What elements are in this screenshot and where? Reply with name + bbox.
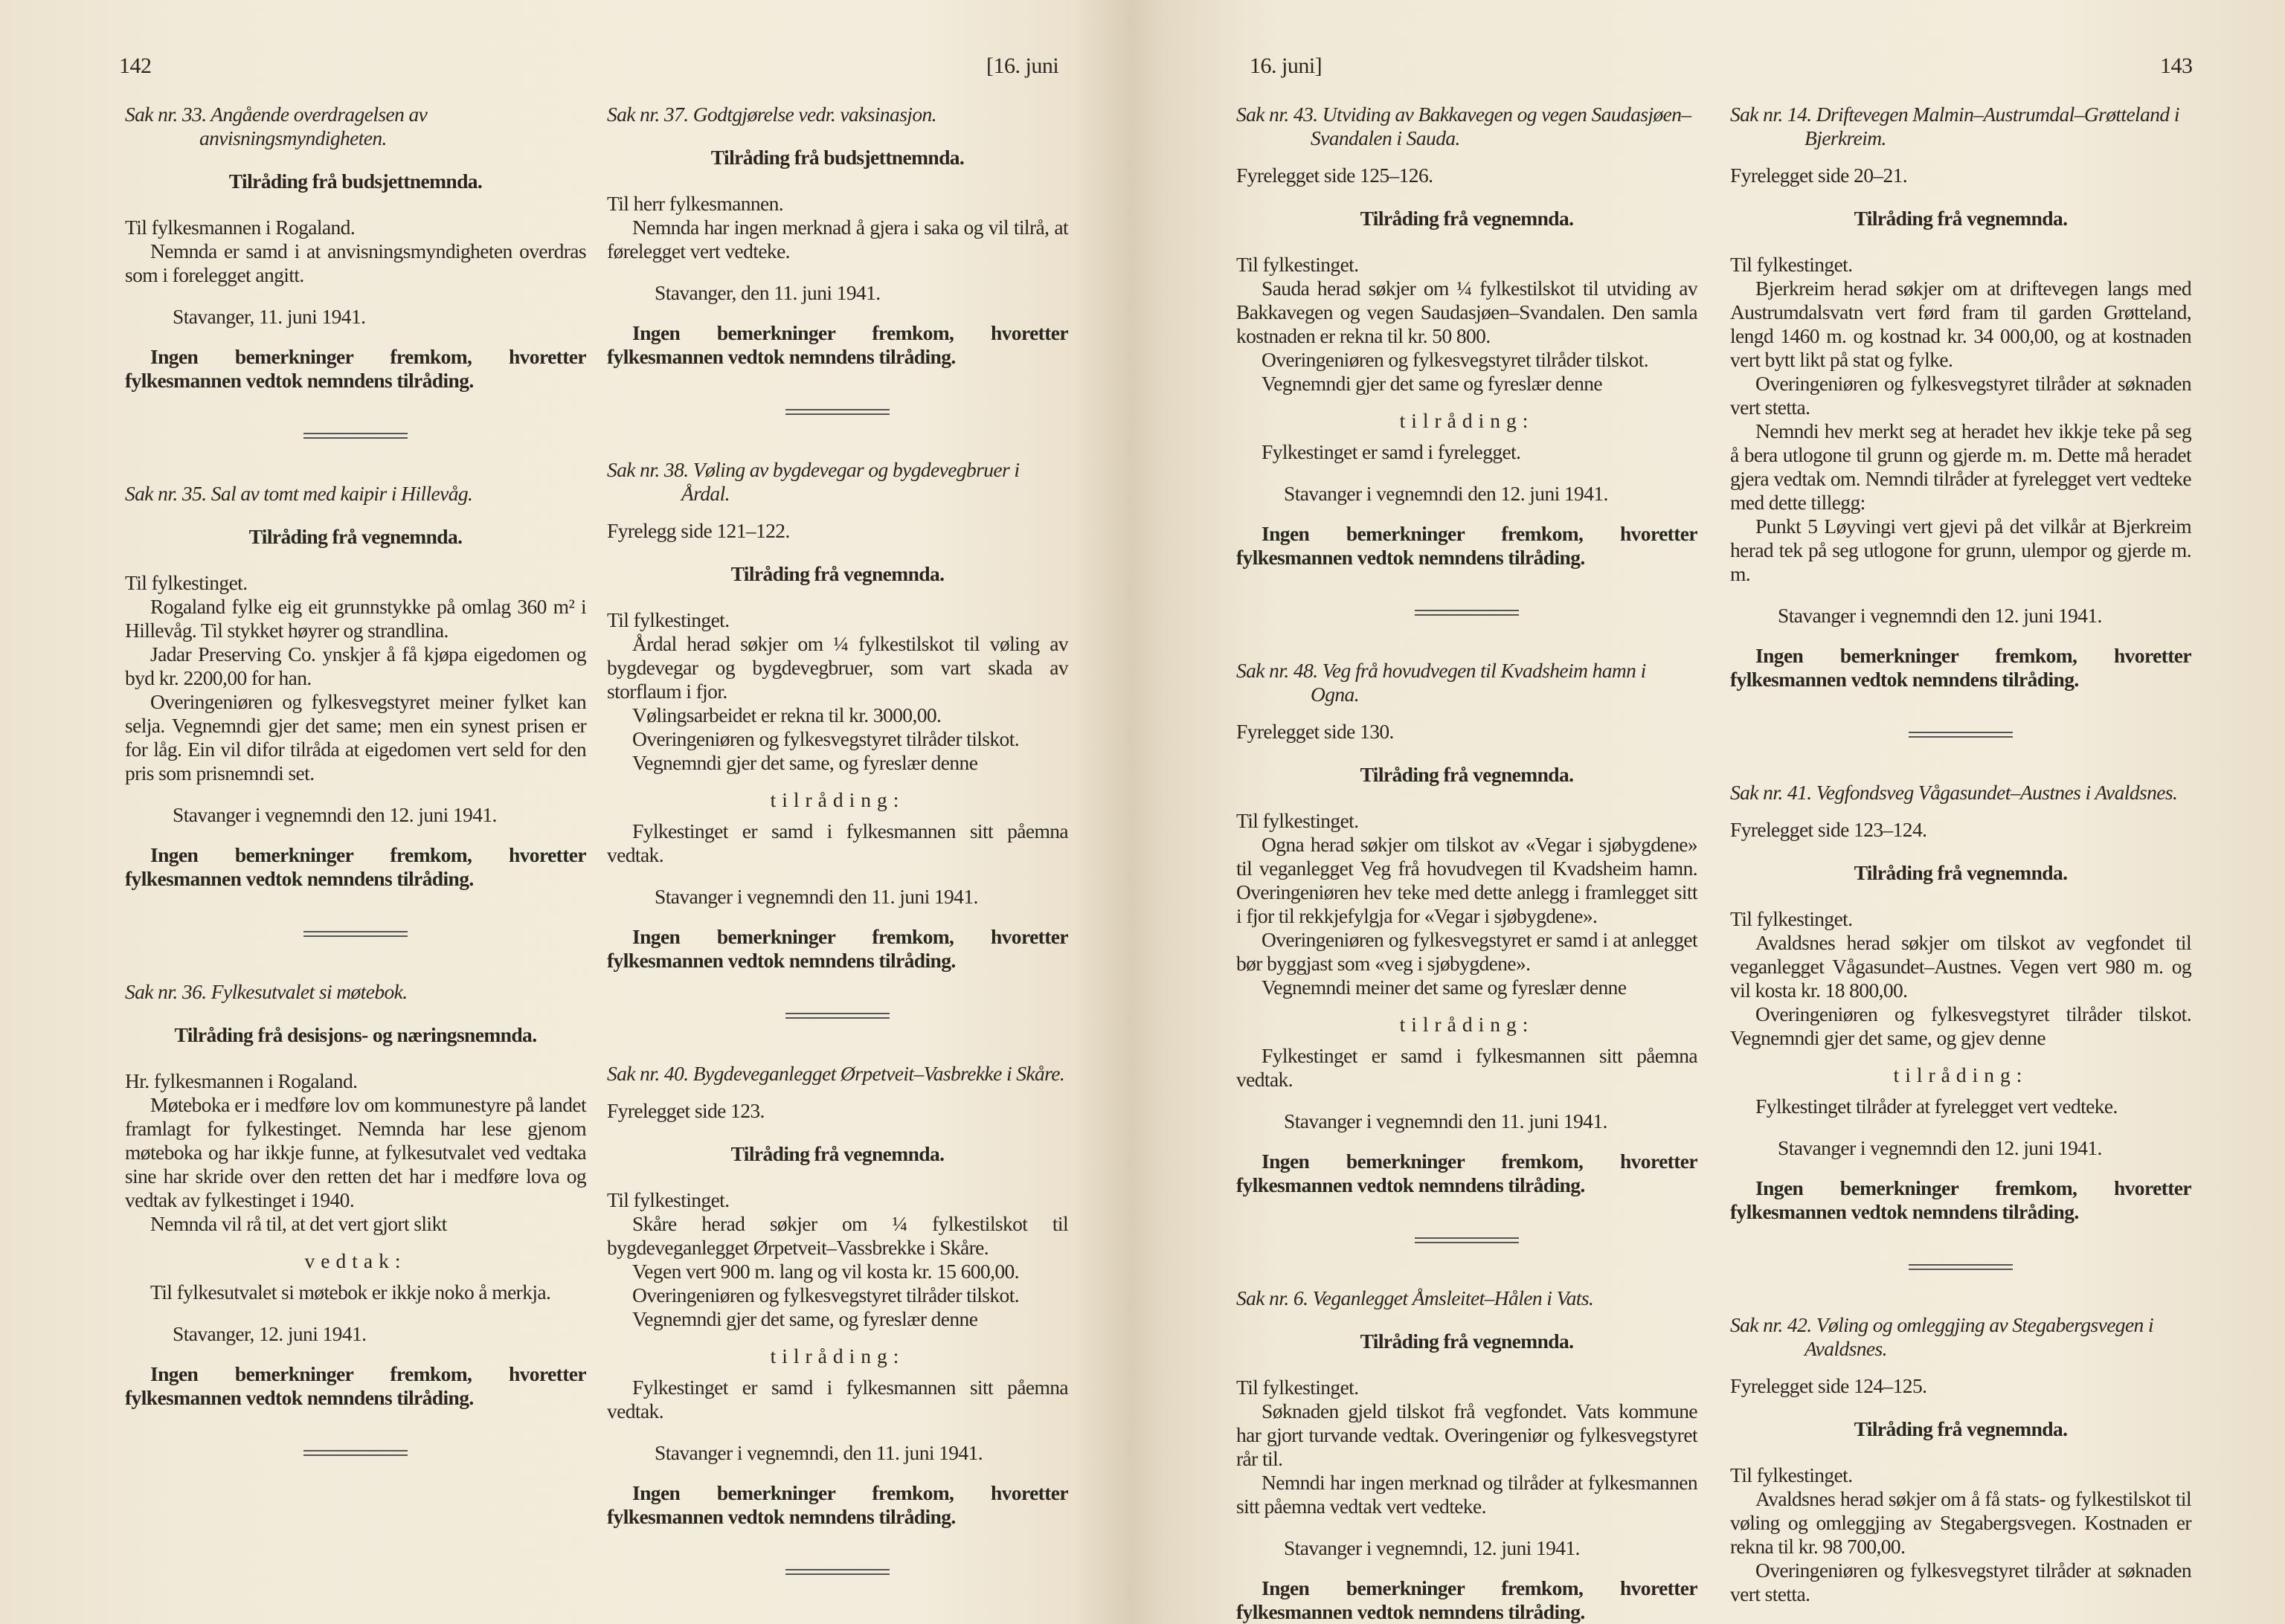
paragraph: Nemnda har ingen merknad å gjera i saka og vil tilrå, at førelegget vert vedteke. (607, 216, 1068, 262)
addressee-line: Til fylkestinget. (607, 608, 730, 631)
paragraph: Vegnemndi meiner det same og fyreslær denne (1262, 976, 1627, 999)
paragraph: Fylkestinget tilråder at fyrelegget vert vedteke. (1755, 1095, 2118, 1118)
paragraph: Overingeniøren og fylkesvegstyret tilråder tilskot. (632, 727, 1020, 750)
conclusion-text: Ingen bemerkninger fremkom, hvoretter fylkesmannen vedtok nemndens tilråding. (1730, 1176, 2191, 1223)
paragraph: Årdal herad søkjer om ¼ fylkestilskot til vøling av bygdevegar og bygdevegbruer, som vart skada av storflaum i fjor. (607, 632, 1068, 703)
conclusion-text: Ingen bemerkninger fremkom, hvoretter fylkesmannen vedtok nemndens tilråding. (607, 925, 1068, 972)
case-title: Sak nr. 40. Bygdeveganlegget Ørpetveit–Vasbrekke i Skåre. (607, 1062, 1065, 1085)
section-heading: Tilråding frå vegnemnda. (1360, 207, 1574, 230)
addressee-line: Fyrelegg side 121–122. (607, 519, 790, 542)
conclusion-text: Ingen bemerkninger fremkom, hvoretter fylkesmannen vedtok nemndens tilråding. (125, 1362, 586, 1409)
column-1 (125, 103, 586, 1499)
date-line: Stavanger i vegnemndi den 12. juni 1941. (1778, 1136, 2102, 1159)
addressee-line: Fyrelegget side 124–125. (1730, 1374, 1927, 1397)
addressee-line: Til fylkestinget. (1730, 907, 1853, 930)
addressee-line: Fyrelegget side 20–21. (1730, 164, 1908, 187)
paragraph: Nemndi har ingen merknad og tilråder at fylkesmannen sitt påemna vedtak vert vedteke. (1236, 1471, 1697, 1518)
section-heading: Tilråding frå vegnemnda. (730, 562, 945, 585)
resolution-label: tilråding: (1893, 1063, 2028, 1086)
double-rule-divider (785, 409, 890, 415)
conclusion-text: Ingen bemerkninger fremkom, hvoretter fylkesmannen vedtok nemndens tilråding. (125, 843, 586, 890)
date-line: Stavanger i vegnemndi, den 11. juni 1941. (655, 1441, 983, 1464)
section-heading: Tilråding frå vegnemnda. (248, 525, 463, 548)
paragraph: Nemnda vil rå til, at det vert gjort slikt (150, 1212, 447, 1235)
paragraph: Vegnemndi gjer det same, og fyreslær denne (632, 1307, 978, 1330)
paragraph: Fylkestinget er samd i fylkesmannen sitt påemna vedtak. (607, 1376, 1068, 1422)
addressee-line: Fyrelegget side 123–124. (1730, 818, 1927, 841)
addressee-line: Til fylkestinget. (1730, 253, 1853, 276)
paragraph: Punkt 5 Løyvingi vert gjevi på det vilkår at Bjerkreim herad tek på seg utlogone for grunn, ulempor og gjerde m. m. (1730, 515, 2191, 585)
right-running-head: 16. juni] (1250, 54, 1323, 78)
date-line: Stavanger i vegnemndi den 12. juni 1941. (173, 803, 497, 826)
paragraph: Ogna herad søkjer om tilskot av «Vegar i sjøbygdene» til veganlegget Veg frå hovudvegen til Kvadsheim hamn. Overingeniøren hev teke med dette anlegg i framlegget sitt i fjor til rekkjefylgja for «Vegar i sjøbygdene». (1236, 833, 1697, 927)
date-line: Stavanger, den 11. juni 1941. (655, 281, 881, 304)
section-heading: Tilråding frå budsjettnemnda. (710, 146, 965, 169)
column-4 (1730, 103, 2191, 1606)
date-line: Stavanger i vegnemndi, 12. juni 1941. (1284, 1536, 1580, 1559)
case-title: Sak nr. 42. Vøling og omleggjing av Stegabergsvegen i Avaldsnes. (1730, 1313, 2154, 1360)
double-rule-divider (303, 931, 408, 937)
paragraph: Overingeniøren og fylkesvegstyret er samd i at anlegget bør byggjast som «veg i sjøbygdene». (1236, 928, 1697, 975)
paragraph: Jadar Preserving Co. ynskjer å få kjøpa eigedomen og byd kr. 2200,00 for han. (125, 642, 586, 689)
section-heading: Tilråding frå vegnemnda. (1854, 1417, 2068, 1440)
case-title: Sak nr. 33. Angående overdragelsen av anvisningsmyndigheten. (125, 103, 428, 149)
double-rule-divider (303, 433, 408, 439)
paragraph: Møteboka er i medføre lov om kommunestyre på landet framlagt for fylkestinget. Nemnda har lese gjenom møteboka og har ikkje funne, at fylkesutvalet ved vedtaka sine har skride over den retten det har i medføre lova og vedtak av fylkestinget i 1940. (125, 1093, 586, 1211)
case-title: Sak nr. 35. Sal av tomt med kaipir i Hillevåg. (125, 482, 473, 505)
left-running-head: [16. juni (986, 54, 1059, 78)
date-line: Stavanger i vegnemndi den 12. juni 1941. (1778, 604, 2102, 627)
paragraph: Til fylkesutvalet si møtebok er ikkje noko å merkja. (150, 1280, 551, 1304)
paragraph: Vegnemndi gjer det same, og fyreslær denne (632, 751, 978, 774)
paragraph: Overingeniøren og fylkesvegstyret tilråder at søknaden vert stetta. (1730, 372, 2191, 419)
paragraph: Bjerkreim herad søkjer om at driftevegen langs med Austrumdalsvatn vert førd fram til garden Grøtteland, lengd 1460 m. og kostnad kr. 34 000,00, og at kostnaden vert bytt likt på stat og fylke. (1730, 277, 2191, 371)
paragraph: Overingeniøren og fylkesvegstyret tilråder tilskot. (632, 1283, 1020, 1306)
case-title: Sak nr. 38. Vøling av bygdevegar og bygdevegbruer i Årdal. (607, 458, 1020, 505)
conclusion-text: Ingen bemerkninger fremkom, hvoretter fylkesmannen vedtok nemndens tilråding. (1236, 1576, 1697, 1623)
column-2 (607, 103, 1068, 1618)
addressee-line: Til fylkestinget. (1236, 809, 1359, 832)
double-rule-divider (1415, 1237, 1519, 1243)
paragraph: Vølingsarbeidet er rekna til kr. 3000,00. (632, 703, 942, 726)
date-line: Stavanger i vegnemndi den 11. juni 1941. (655, 885, 978, 908)
resolution-label: tilråding: (770, 1344, 905, 1367)
date-line: Stavanger, 11. juni 1941. (173, 305, 366, 328)
conclusion-text: Ingen bemerkninger fremkom, hvoretter fylkesmannen vedtok nemndens tilråding. (1236, 1150, 1697, 1196)
left-page-number: 142 (119, 54, 152, 78)
case-title: Sak nr. 41. Vegfondsveg Vågasundet–Austnes i Avaldsnes. (1730, 781, 2178, 804)
addressee-line: Til fylkestinget. (1236, 253, 1359, 276)
date-line: Stavanger i vegnemndi den 11. juni 1941. (1284, 1109, 1607, 1132)
paragraph: Sauda herad søkjer om ¼ fylkestilskot til utviding av Bakkavegen og vegen Saudasjøen–Svandalen. Den samla kostnaden er rekna til kr. 50 800. (1236, 277, 1697, 347)
case-title: Sak nr. 6. Veganlegget Åmsleitet–Hålen i Vats. (1236, 1286, 1594, 1309)
addressee-line: Til fylkestinget. (125, 571, 248, 594)
resolution-label: tilråding: (1399, 409, 1534, 432)
column-3 (1236, 103, 1697, 1624)
paragraph: Søknaden gjeld tilskot frå vegfondet. Vats kommune har gjort turvande vedtak. Overingeniør og fylkesvegstyret rår til. (1236, 1399, 1697, 1470)
conclusion-text: Ingen bemerkninger fremkom, hvoretter fylkesmannen vedtok nemndens tilråding. (607, 1481, 1068, 1528)
paragraph: Rogaland fylke eig eit grunnstykke på omlag 360 m² i Hillevåg. Til stykket høyrer og strandlina. (125, 595, 586, 642)
case-title: Sak nr. 36. Fylkesutvalet si møtebok. (125, 980, 408, 1003)
addressee-line: Til fylkestinget. (607, 1188, 730, 1211)
section-heading: Tilråding frå vegnemnda. (1360, 1330, 1574, 1353)
section-heading: Tilråding frå vegnemnda. (1854, 207, 2068, 230)
paragraph: Fylkestinget er samd i fylkesmannen sitt påemna vedtak. (607, 819, 1068, 866)
double-rule-divider (1909, 732, 2013, 738)
addressee-line: Til fylkestinget. (1236, 1376, 1359, 1399)
section-heading: Tilråding frå budsjettnemnda. (228, 170, 483, 193)
double-rule-divider (1415, 610, 1519, 616)
resolution-label: vedtak: (304, 1249, 407, 1272)
paragraph: Avaldsnes herad søkjer om tilskot av vegfondet til veganlegget Vågasundet–Austnes. Vegen vert 980 m. og vil kosta kr. 18 800,00. (1730, 931, 2191, 1002)
addressee-line: Til herr fylkesmannen. (607, 192, 784, 215)
paragraph: Overingeniøren og fylkesvegstyret meiner fylket kan selja. Vegnemndi gjer det same; men ein synest prisen er for låg. Ein vil difor tilråda at eigedomen vert seld for den pris som prisnemndi set. (125, 690, 586, 784)
section-heading: Tilråding frå vegnemnda. (1854, 861, 2068, 884)
paragraph: Fylkestinget er samd i fylkesmannen sitt påemna vedtak. (1236, 1044, 1697, 1091)
paragraph: Avaldsnes herad søkjer om å få stats- og fylkestilskot til vøling og omleggjing av Stegabergsvegen. Kostnaden er rekna til kr. 98 700,00. (1730, 1487, 2191, 1558)
conclusion-text: Ingen bemerkninger fremkom, hvoretter fylkesmannen vedtok nemndens tilråding. (1730, 644, 2191, 691)
double-rule-divider (1909, 1264, 2013, 1270)
case-title: Sak nr. 48. Veg frå hovudvegen til Kvadsheim hamn i Ogna. (1236, 659, 1646, 706)
double-rule-divider (785, 1013, 890, 1019)
addressee-line: Hr. fylkesmannen i Rogaland. (125, 1069, 358, 1092)
addressee-line: Fyrelegget side 125–126. (1236, 164, 1433, 187)
paragraph: Fylkestinget er samd i fyrelegget. (1262, 440, 1521, 463)
conclusion-text: Ingen bemerkninger fremkom, hvoretter fylkesmannen vedtok nemndens tilråding. (607, 321, 1068, 368)
double-rule-divider (303, 1450, 408, 1456)
date-line: Stavanger i vegnemndi den 12. juni 1941. (1284, 482, 1608, 505)
conclusion-text: Ingen bemerkninger fremkom, hvoretter fylkesmannen vedtok nemndens tilråding. (1236, 522, 1697, 569)
case-title: Sak nr. 14. Driftevegen Malmin–Austrumdal–Grøtteland i Bjerkreim. (1730, 103, 2179, 149)
paragraph: Vegen vert 900 m. lang og vil kosta kr. 15 600,00. (632, 1260, 1019, 1283)
paragraph: Overingeniøren og fylkesvegstyret tilråder tilskot. (1262, 348, 1649, 371)
case-title: Sak nr. 37. Godtgjørelse vedr. vaksinasjon. (607, 103, 936, 126)
paragraph: Overingeniøren og fylkesvegstyret tilråder tilskot. Vegnemndi gjer det same, og gjev denne (1730, 1002, 2191, 1049)
addressee-line: Fyrelegget side 130. (1236, 720, 1394, 743)
right-page-number: 143 (2160, 54, 2193, 78)
date-line: Stavanger, 12. juni 1941. (173, 1322, 367, 1345)
conclusion-text: Ingen bemerkninger fremkom, hvoretter fylkesmannen vedtok nemndens tilråding. (125, 345, 586, 392)
double-rule-divider (785, 1569, 890, 1575)
resolution-label: tilråding: (770, 788, 905, 811)
section-heading: Tilråding frå desisjons- og næringsnemnda. (174, 1023, 537, 1046)
section-heading: Tilråding frå vegnemnda. (730, 1142, 945, 1165)
section-heading: Tilråding frå vegnemnda. (1360, 763, 1574, 786)
resolution-label: tilråding: (1399, 1013, 1534, 1036)
paragraph: Nemndi hev merkt seg at heradet hev ikkje teke på seg å bera utlogone til grunn og gjerde m. m. Dette må heradet gjera vedtak om. Nemndi tilråder at fyrelegget vert vedteke med dette tillegg: (1730, 419, 2191, 514)
paragraph: Overingeniøren og fylkesvegstyret tilråder at søknaden vert stetta. (1730, 1559, 2191, 1605)
addressee-line: Fyrelegget side 123. (607, 1099, 765, 1122)
addressee-line: Til fylkestinget. (1730, 1463, 1853, 1486)
case-title: Sak nr. 43. Utviding av Bakkavegen og vegen Saudasjøen–Svandalen i Sauda. (1236, 103, 1691, 149)
addressee-line: Til fylkesmannen i Rogaland. (125, 216, 356, 239)
paragraph: Nemnda er samd i at anvisningsmyndigheten overdras som i forelegget angitt. (125, 239, 586, 286)
paragraph: Skåre herad søkjer om ¼ fylkestilskot til bygdeveganlegget Ørpetveit–Vassbrekke i Skåre. (607, 1212, 1068, 1259)
paragraph: Vegnemndi gjer det same og fyreslær denne (1262, 372, 1603, 395)
